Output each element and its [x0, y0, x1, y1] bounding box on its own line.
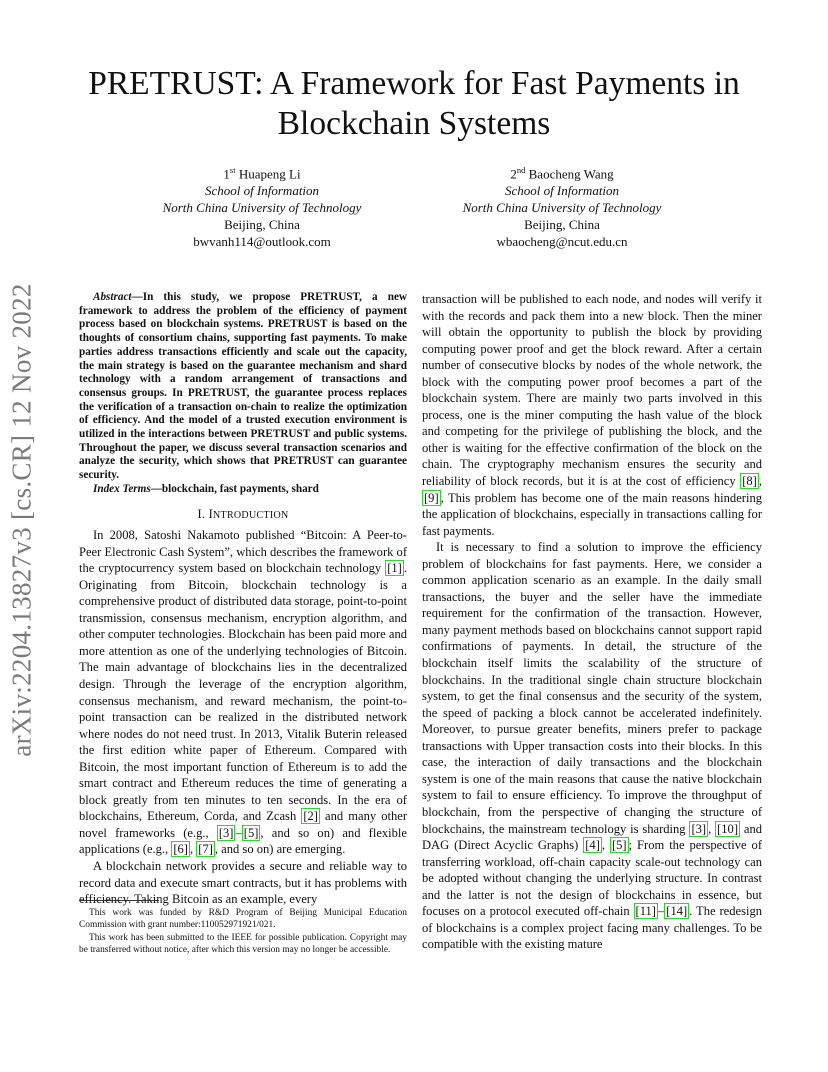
paragraph: It is necessary to find a solution to improve the efficiency problem of blockchains for fast payments. Here, we consider a common application scenario as an example. In the daily small transactions, the buyer and the seller have the immediate requirement for the confirmation of the transaction. However, many payment methods based on blockchains cannot support rapid confirmations of payments. In detail, the structure of the blockchain itself limits the scalability of the structure of blockchains. In the traditional single chain structure blockchain system, to get the final consensus and the security of the system, the speed of packing a block cannot be accelerated indefinitely. Moreover, to pursue greater benefits, miners prefer to package transactions with Upper transaction costs into their blocks. In this case, the interaction of daily transactions and the blockchain system is one of the main reasons that cause the native blockchain system to fail to ensure efficiency. To improve the throughput of blockchain, from the perspective of changing the structure of blockchains, the mainstream technology is sharding [3] , [10] and DAG (Direct Acyclic Graphs) [4] , [5] ; From the perspective of transferring workload, off-chain capacity scale-out technology can be adopted without changing the underlying structure. In contrast and the latter is not the design of blockchains in essence, but focuses on a protocol executed off-chain [11] – [14] . The redesign of blockchains is a complex project facing many challenges. To be compatible with the existing mature: [422, 540, 762, 952]
author-location: Beijing, China: [524, 217, 600, 233]
citation-link[interactable]: [7]: [198, 842, 213, 857]
author-location: Beijing, China: [224, 217, 300, 233]
abstract: Abstract—In this study, we propose PRETRUST, a new framework to address the problem of the efficiency of payment process based on blockchain systems. PRETRUST is based on the thoughts of consortium chains, supporting fast payments. To make parties address transactions efficiently and scale out the capacity, the main strategy is based on the guarantee mechanism and shard technology with a random arrangement of transactions and consensus groups. In PRETRUST, the guarantee process replaces the verification of a transaction on-chain to realize the optimization of efficiency. And the model of a trusted execution environment is utilized in the interactions between PRETRUST and public systems. Throughout the paper, we discuss several transaction scenarios and analyze the security, which shows that PRETRUST can guarantee security.: [79, 291, 407, 482]
author-dept: School of Information: [204, 183, 320, 199]
citation-link[interactable]: [10]: [717, 821, 739, 836]
citation-link[interactable]: [1]: [387, 561, 402, 576]
author-name: 1st Huapeng Li: [223, 165, 301, 182]
citation-link[interactable]: [5]: [243, 825, 259, 840]
footnote: This work was funded by R&D Program of Beijing Municipal Education Commission with grant number:110052971921/021.: [79, 908, 407, 930]
citation-link[interactable]: [3]: [218, 825, 234, 840]
footnote-rule: [79, 900, 159, 901]
citation-link[interactable]: [8]: [742, 474, 757, 489]
footnote: This work has been submitted to the IEEE for possible publication. Copyright may be transferred without notice, after which this version may no longer be accessible.: [79, 933, 407, 955]
right-column: [422, 291, 762, 953]
author-block-1: [97, 162, 427, 250]
citation-link[interactable]: [14]: [666, 904, 688, 919]
left-column: [79, 291, 407, 908]
author-email: wbaocheng@ncut.edu.cn: [496, 234, 628, 250]
citation-link[interactable]: [11]: [635, 904, 656, 919]
author-name: 2nd Baocheng Wang: [510, 165, 614, 182]
citation-link[interactable]: [3]: [691, 821, 707, 836]
author-university: North China University of Technology: [462, 200, 662, 216]
arxiv-stamp-text: arXiv:2204.13827v3 [cs.CR] 12 Nov 2022: [6, 283, 37, 757]
paragraph: transaction will be published to each node, and nodes will verify it with the records and pack them into a new block. Then the miner will obtain the opportunity to publish the block by providing computing power proof and get the block reward. After a certain number of consecutive blocks by nodes of the whole network, the block with the computing power proof becomes a part of the blockchain system. There are mainly two parts involved in this process, one is the miner computing the hash value of the block and competing for the privilege of publishing the block, and the other is waiting for the effective confirmation of the block on the chain. The cryptography mechanism ensures the security and reliability of block records, but it is at the cost of efficiency [8] , [9] , This problem has become one of the main reasons hindering the application of blockchains, especially in transactions calling for fast payments.: [422, 292, 762, 538]
citation-link[interactable]: [4]: [585, 838, 600, 853]
citation-link[interactable]: [9]: [424, 490, 439, 505]
paper-title: PRETRUST: A Framework for Fast Payments in Blockchain Systems: [88, 65, 740, 142]
paragraph: A blockchain network provides a secure and reliable way to record data and execute smart contracts, but it has problems with efficiency. Taking Bitcoin as an example, every: [79, 859, 407, 907]
author-email: bwvanh114@outlook.com: [193, 234, 331, 250]
index-terms: Index Terms—blockchain, fast payments, shard: [93, 482, 319, 495]
citation-link[interactable]: [6]: [173, 842, 188, 857]
section-heading-introduction: I. INTRODUCTION: [197, 506, 289, 521]
paragraph: In 2008, Satoshi Nakamoto published “Bitcoin: A Peer-to-Peer Electronic Cash System”, which describes the framework of the cryptocurrency system based on blockchain technology [1] . Originating from Bitcoin, blockchain technology is a comprehensive product of distributed data storage, point-to-point transmission, consensus mechanism, encryption algorithm, and other computer technologies. Blockchain has been paid more and more attention as one of the underlying technologies of Bitcoin. The main advantage of blockchains lies in the decentralized design. Through the leverage of the encryption algorithm, consensus mechanism, and reward mechanism, the point-to-point transaction can be realized in the distributed network where nodes do not need trust. In 2013, Vitalik Buterin released the first edition white paper of Ethereum. Compared with Bitcoin, the most important function of Ethereum is to add the smart contract and Ethereum reduces the time of generating a block greatly from ten minutes to ten seconds. In the era of blockchains, Ethereum, Corda, and Zcash [2] and many other novel frameworks (e.g., [3] – [5] , and so on) and flexible applications (e.g., [6] , [7] , and so on) are emerging.: [79, 528, 407, 857]
citation-link[interactable]: [2]: [303, 809, 318, 824]
author-dept: School of Information: [504, 183, 620, 199]
author-university: North China University of Technology: [162, 200, 362, 216]
author-block-2: [397, 162, 727, 250]
footnotes: [79, 908, 407, 958]
citation-link[interactable]: [5]: [611, 838, 627, 853]
